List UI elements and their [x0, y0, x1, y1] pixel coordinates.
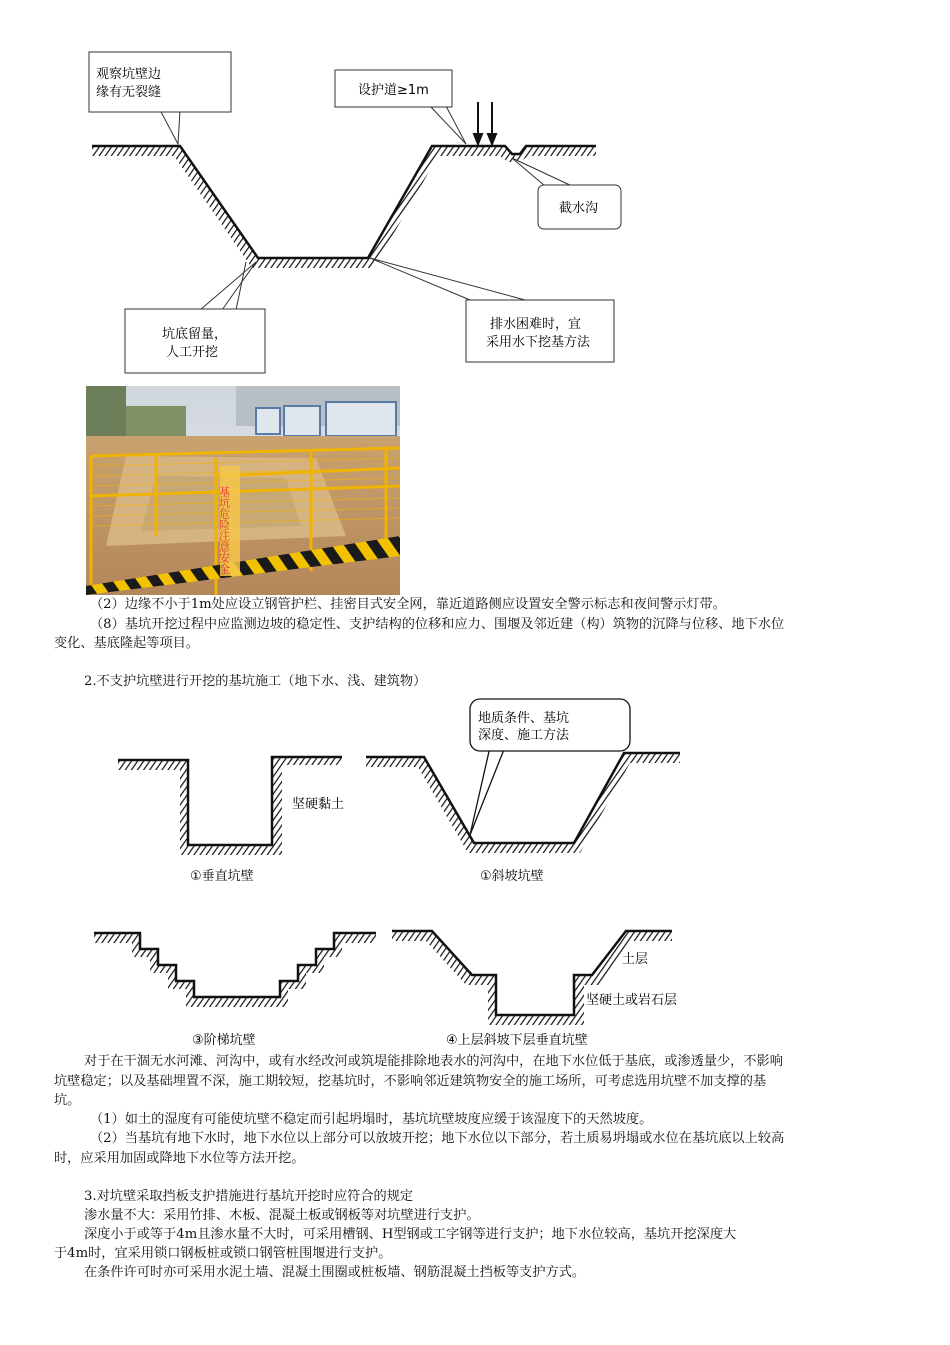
callout-br-line2: 采用水下挖基方法: [486, 335, 591, 350]
para-low-seepage: 渗水量不大：采用竹排、木板、混凝土板或钢板等对坑壁进行支护。: [84, 1208, 480, 1223]
para-alternatives: 在条件许可时亦可采用水泥土墙、混凝土围圈或桩板墙、钢筋混凝土挡板等支护方式。: [84, 1265, 586, 1280]
para-monitor-line1: （8）基坑开挖过程中应监测边坡的稳定性、支护结构的位移和应力、围堰及邻近建（构）筑物的沉降与位移、地下水位: [90, 617, 785, 632]
callout-bl-line2: 人工开挖: [166, 345, 219, 360]
para-conditions-line1: 对于在干涸无水河滩、河沟中，或有水经改河或筑堤能排除地表水的河沟中，在地下水位低于基底，或渗透量少，不影响: [84, 1054, 783, 1069]
label-soil-layer: 土层: [622, 952, 649, 967]
callout-tl-line1: 观察坑壁边: [96, 67, 162, 82]
callout-manual-dig: [125, 262, 265, 373]
callout-tr-text: 设护道≥1m: [358, 83, 429, 98]
para-conditions-line2: 坑壁稳定；以及基础埋置不深，施工期较短，挖基坑时，不影响邻近建筑物安全的施工场所，可考虑选用坑壁不加支撑的基: [54, 1074, 767, 1089]
callout-geology-line2: 深度、施工方法: [478, 728, 570, 743]
construction-site-photo: [86, 386, 400, 595]
para-groundwater-line1: （2）当基坑有地下水时，地下水位以上部分可以放坡开挖；地下水位以下部分，若土质易坍塌或水位在基坑底以上较高: [90, 1131, 785, 1146]
para-conditions-line3: 坑。: [54, 1093, 81, 1108]
para-monitor-line2: 变化、基底隆起等项目。: [54, 636, 200, 651]
caption-stepped: ③阶梯坑壁: [192, 1033, 256, 1048]
para-humidity: （1）如土的湿度有可能使坑壁不稳定而引起坍塌时，基坑坑壁坡度应缓于该湿度下的天然坡度。: [90, 1112, 653, 1127]
trench-slope-diagram: [0, 0, 950, 385]
callout-ditch: [512, 158, 621, 229]
combined-pit-profile: [392, 931, 672, 1025]
label-rock-layer: 坚硬土或岩石层: [586, 993, 678, 1008]
unsupported-pit-types-diagram: [0, 695, 950, 1055]
para-fence: （2）边缘不小于1m处应设立钢管护栏、挂密目式安全网，靠近道路侧应设置安全警示标志和夜间警示灯带。: [90, 597, 726, 612]
callout-observe-walls: [89, 52, 231, 144]
callout-underwater-dig: [370, 258, 614, 362]
callout-berm: [335, 70, 466, 144]
billboards: [256, 402, 396, 436]
load-arrows: [474, 102, 496, 144]
caption-sloped: ①斜坡坑壁: [480, 869, 544, 884]
callout-geology: [470, 699, 630, 835]
sloped-pit-profile: [366, 753, 680, 853]
para-depth-line1: 深度小于或等于4m且渗水量不大时，可采用槽钢、H型钢或工字钢等进行支护；地下水位较高，基坑开挖深度大: [84, 1227, 737, 1242]
label-hard-clay: 坚硬黏土: [292, 797, 345, 812]
caption-combined: ④上层斜坡下层垂直坑壁: [446, 1033, 588, 1048]
caption-vertical: ①垂直坑壁: [190, 869, 254, 884]
callout-br-line1: 排水困难时，宜: [490, 317, 582, 332]
callout-geology-line1: 地质条件、基坑: [478, 711, 570, 726]
photo-sign-text: 基坑危险注意安全: [217, 486, 231, 574]
para-depth-line2: 于4m时，宜采用锁口钢板桩或锁口钢管桩围堰进行支护。: [54, 1246, 392, 1261]
callout-bl-line1: 坑底留量，: [162, 327, 228, 342]
callout-right-text: 截水沟: [559, 201, 599, 216]
section-heading-3: 3.对坑壁采取挡板支护措施进行基坑开挖时应符合的规定: [84, 1189, 414, 1204]
callout-tl-line2: 缘有无裂缝: [96, 85, 162, 100]
para-groundwater-line2: 时，应采用加固或降地下水位等方法开挖。: [54, 1151, 305, 1166]
section-heading-2: 2.不支护坑壁进行开挖的基坑施工（地下水、浅、建筑物）: [84, 674, 427, 689]
